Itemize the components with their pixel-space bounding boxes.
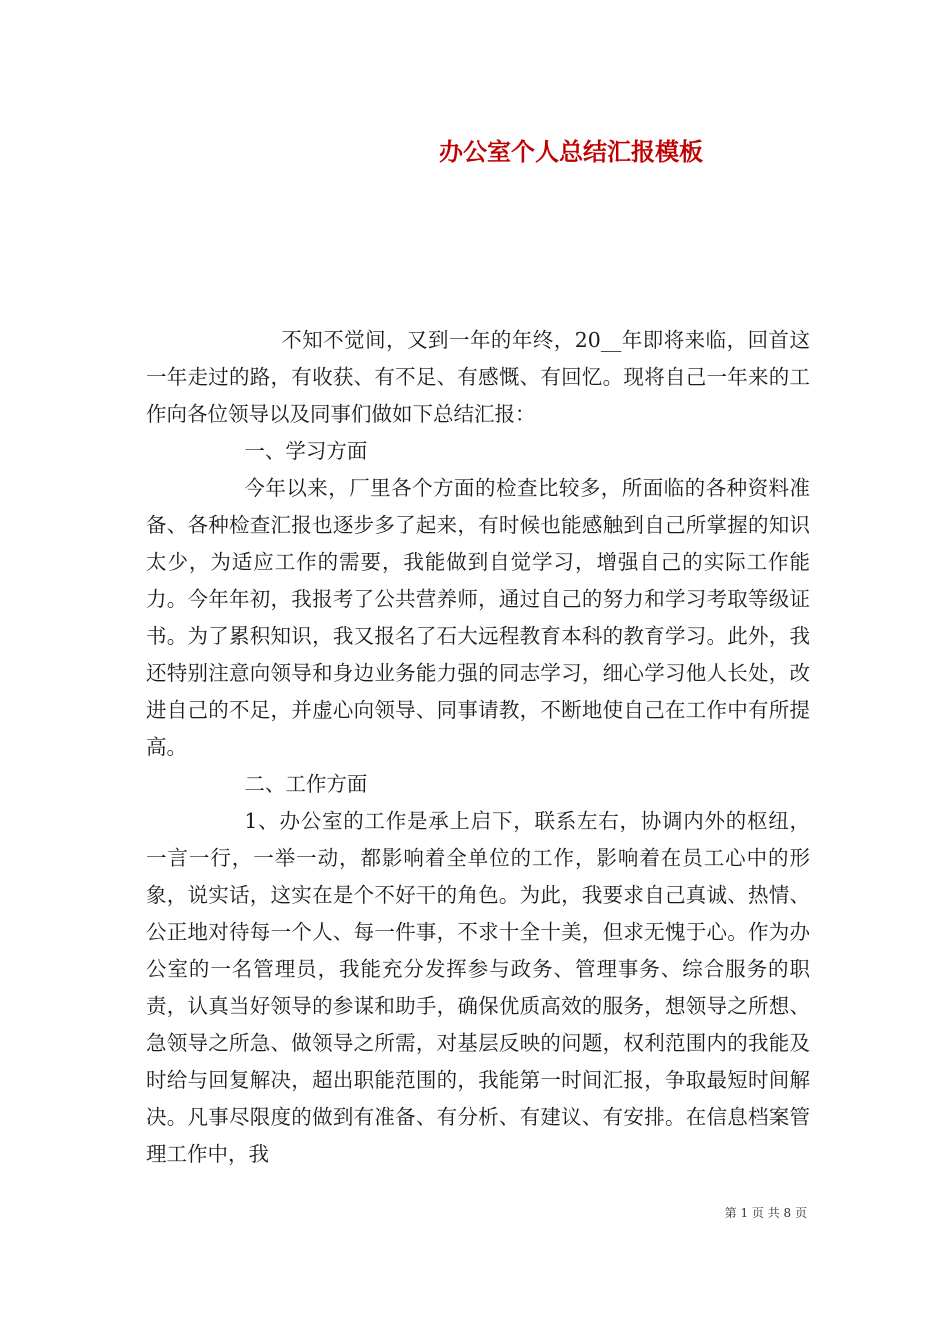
document-body: [146, 322, 810, 1173]
paragraph-study: 今年以来，厂里各个方面的检查比较多，所面临的各种资料准备、各种检查汇报也逐步多了起来，有时候也能感触到自己所掌握的知识太少，为适应工作的需要，我能做到自觉学习，增强自己的实际工作能力。今年年初，我报考了公共营养师，通过自己的努力和学习考取等级证书。为了累积知识，我又报名了石大远程教育本科的教育学习。此外，我还特别注意向领导和身边业务能力强的同志学习，细心学习他人长处，改进自己的不足，并虚心向领导、同事请教，不断地使自己在工作中有所提高。: [146, 476, 810, 759]
section-heading-study: 一、学习方面: [244, 439, 368, 463]
page-number-footer: 第 1 页 共 8 页: [724, 1206, 807, 1220]
section-heading-work: 二、工作方面: [244, 772, 368, 796]
paragraph-work-1: 1、办公室的工作是承上启下，联系左右，协调内外的枢纽，一言一行，一举一动，都影响着全单位的工作，影响着在员工心中的形象，说实话，这实在是个不好干的角色。为此，我要求自己真诚、热情、公正地对待每一个人、每一件事，不求十全十美，但求无愧于心。作为办公室的一名管理员，我能充分发挥参与政务、管理事务、综合服务的职责，认真当好领导的参谋和助手，确保优质高效的服务，想领导之所想、急领导之所急、做领导之所需，对基层反映的问题，权利范围内的我能及时给与回复解决，超出职能范围的，我能第一时间汇报，争取最短时间解决。凡事尽限度的做到有准备、有分析、有建议、有安排。在信息档案管理工作中，我: [146, 809, 810, 1166]
paragraph-intro: 不知不觉间，又到一年的年终，20__年即将来临，回首这一年走过的路，有收获、有不足、有感慨、有回忆。现将自己一年来的工作向各位领导以及同事们做如下总结汇报：: [146, 328, 810, 426]
document-title: 办公室个人总结汇报模板: [439, 137, 703, 166]
